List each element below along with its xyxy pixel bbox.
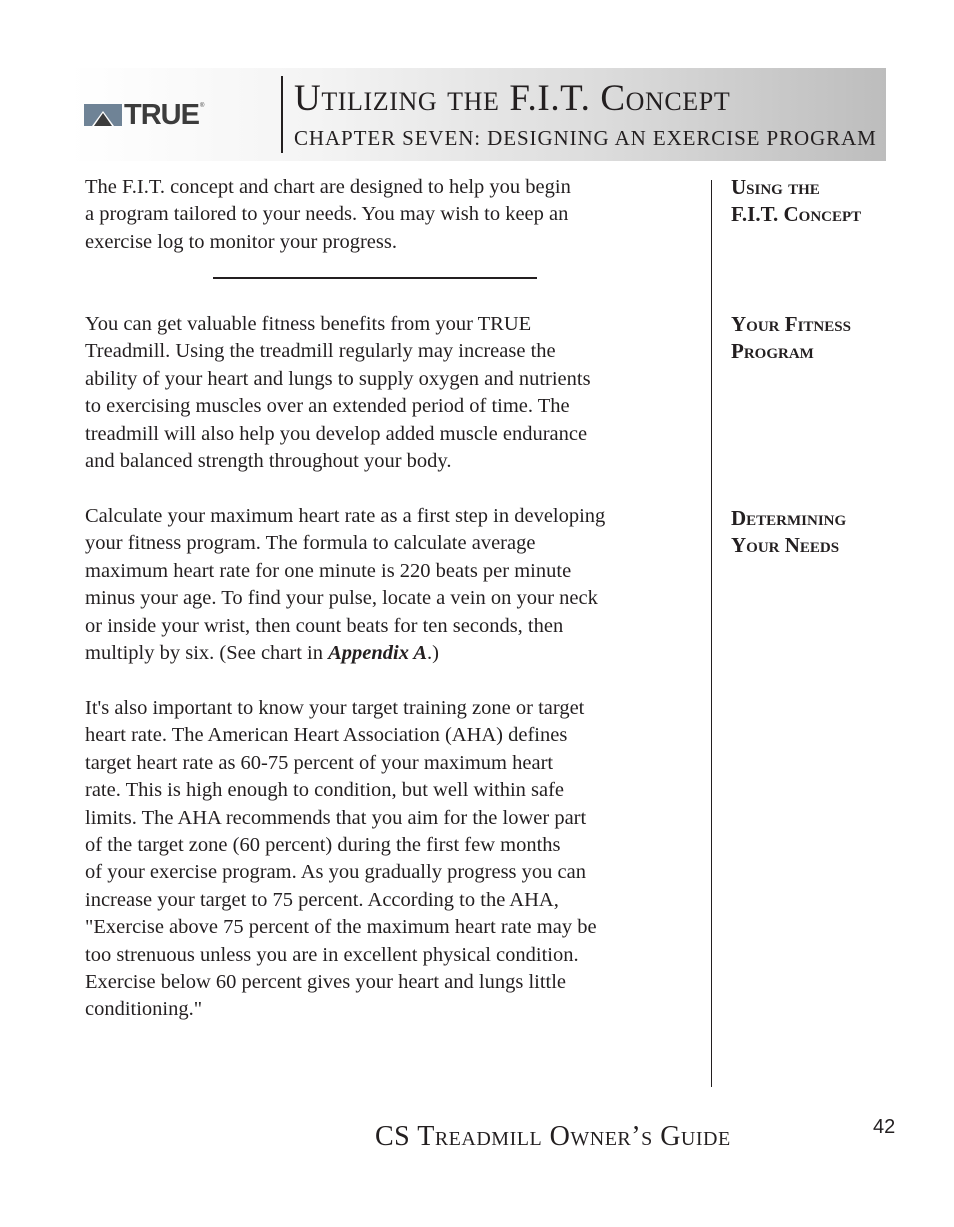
target-line: It's also important to know your target training zone or target: [85, 697, 585, 719]
fitness-line: to exercising muscles over an extended period of time. The: [85, 395, 570, 418]
intro-line: The F.I.T. concept and chart are designed to help you begin: [85, 176, 571, 198]
target-line: rate. This is high enough to condition, but well within safe: [85, 779, 565, 802]
target-line: Exercise below 60 percent gives your heart and lungs little: [85, 971, 567, 994]
sidebar-heading-fitness-program: [731, 311, 851, 365]
target-line: target heart rate as 60-75 percent of your maximum heart: [85, 751, 554, 774]
intro-paragraph: [85, 174, 695, 256]
fitness-line: You can get valuable fitness benefits from your TRUE: [85, 313, 532, 335]
chapter-subtitle: CHAPTER SEVEN: DESIGNING AN EXERCISE PROGRAM: [294, 126, 877, 150]
target-line: of your exercise program. As you gradually progress you can: [85, 861, 586, 884]
target-line: conditioning.": [85, 998, 203, 1021]
fitness-line: treadmill will also help you develop added muscle endurance: [85, 422, 588, 445]
sidebar-heading-line: Your Fitness: [731, 312, 851, 336]
fitness-line: Treadmill. Using the treadmill regularly may increase the: [85, 340, 556, 363]
sidebar-heading-line: Program: [731, 339, 814, 363]
fitness-line: ability of your heart and lungs to supply oxygen and nutrients: [85, 367, 591, 390]
needs-line: or inside your wrist, then count beats for ten seconds, then: [85, 614, 564, 637]
sidebar-heading-line: Using the: [731, 175, 820, 199]
determining-needs-paragraph: [85, 503, 695, 667]
logo-text: TRUE: [124, 99, 199, 131]
true-logo-mark-icon: [84, 104, 122, 126]
needs-line: minus your age. To find your pulse, locate a vein on your neck: [85, 587, 598, 610]
needs-line-last: [85, 640, 695, 667]
intro-line: exercise log to monitor your progress.: [85, 230, 397, 253]
needs-last-suffix: .): [427, 642, 439, 665]
page-title: Utilizing the F.I.T. Concept: [294, 78, 731, 119]
appendix-a-reference: Appendix A: [328, 642, 428, 665]
sidebar-rule: [711, 180, 712, 1087]
intro-line: a program tailored to your needs. You may wish to keep an: [85, 203, 569, 226]
page-number: 42: [873, 1116, 896, 1138]
footer-guide-title: CS Treadmill Owner’s Guide: [375, 1121, 731, 1152]
logo-trademark: ®: [199, 103, 205, 109]
needs-line: Calculate your maximum heart rate as a first step in developing: [85, 505, 606, 527]
needs-last-prefix: multiply by six. (See chart in: [85, 642, 329, 665]
target-line: limits. The AHA recommends that you aim for the lower part: [85, 806, 587, 829]
target-line: "Exercise above 75 percent of the maximum heart rate may be: [85, 916, 597, 939]
sidebar-heading-determining-needs: [731, 505, 846, 559]
true-logo: [84, 99, 254, 131]
sidebar-heading-line: Determining: [731, 506, 847, 530]
fitness-line: and balanced strength throughout your body.: [85, 450, 452, 473]
sidebar-heading-line: Your Needs: [731, 533, 840, 557]
target-line: too strenuous unless you are in excellent physical condition.: [85, 943, 579, 966]
sidebar-heading-line: F.I.T. Concept: [731, 202, 862, 226]
target-line: increase your target to 75 percent. According to the AHA,: [85, 888, 559, 911]
target-line: of the target zone (60 percent) during the first few months: [85, 834, 561, 857]
target-heart-rate-paragraph: [85, 695, 695, 1024]
needs-line: your fitness program. The formula to calculate average: [85, 532, 536, 555]
section-divider: [213, 277, 537, 279]
fitness-program-paragraph: [85, 311, 695, 475]
needs-line: maximum heart rate for one minute is 220 beats per minute: [85, 559, 572, 582]
header-divider: [281, 76, 283, 153]
target-line: heart rate. The American Heart Association (AHA) defines: [85, 724, 568, 747]
sidebar-heading-using-fit: [731, 174, 861, 228]
